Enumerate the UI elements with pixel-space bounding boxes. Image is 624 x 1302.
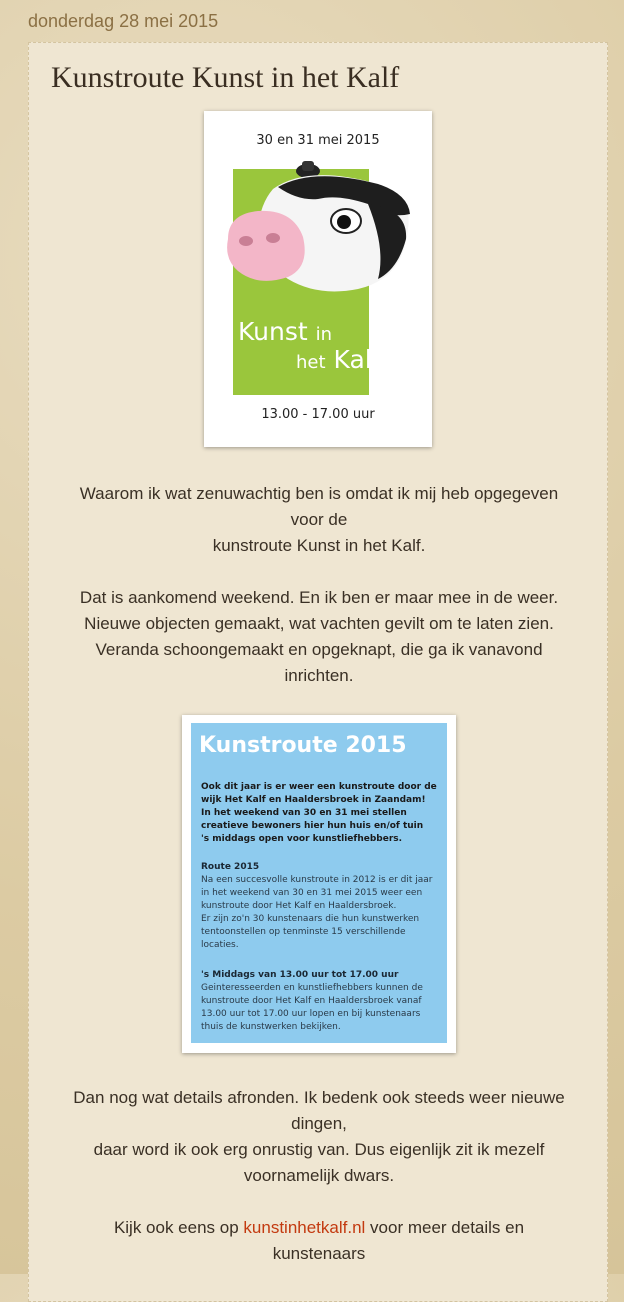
paragraph-4: Kijk ook eens op kunstinhetkalf.nl voor meer details en kunstenaars: [113, 1218, 525, 1263]
paragraph-2: Dat is aankomend weekend. En ik ben er maar mee in de weer. Nieuwe objecten gemaakt, wat vachten gevilt om te laten zien. Veranda schoongemaakt en opgeknapt, die ga ik vanavond inrichten.: [79, 588, 559, 685]
paragraph-3: Dan nog wat details afronden. Ik bedenk ook steeds weer nieuwe dingen, daar word ik ook erg onrustig van. Dus eigenlijk zit ik mezelf voornamelijk dwars.: [73, 1088, 565, 1185]
kunst-in-het-kalf-poster[interactable]: [204, 111, 432, 447]
post-title[interactable]: Kunstroute Kunst in het Kalf: [51, 61, 400, 94]
flyer-title: Kunstroute 2015: [199, 733, 407, 758]
flyer-time-section: 's Middags van 13.00 uur tot 17.00 uur Geinteresseerden en kunstliefhebbers kunnen de kunstroute door Het Kalf en Haaldersbroek vanaf 13.00 uur tot 17.00 uur lopen en bij kunstenaars thuis de kunstwerken bekijken.: [201, 970, 423, 1032]
flyer-intro: Ook dit jaar is er weer een kunstroute door de wijk Het Kalf en Haaldersbroek in Zaandam! In het weekend van 30 en 31 mei stellen creatieve bewoners hier hun huis en/of tuin 's middags open voor kunstliefhebbers.: [201, 782, 437, 844]
flyer-blue-panel: [191, 723, 447, 1043]
flyer-route-section: Route 2015 Na een succesvolle kunstroute in 2012 is er dit jaar in het weekend van 30 en 31 mei 2015 weer een kunstroute door Het Kalf en Haaldersbroek. Er zijn zo'n 30 kunstenaars die hun kunstwerken tentoonstellen op tenminste 15 verschillende locaties.: [201, 862, 433, 950]
kunstinhetkalf-link[interactable]: kunstinhetkalf.nl: [243, 1218, 366, 1237]
poster-date: 30 en 31 mei 2015: [256, 133, 380, 148]
poster-brand: Kunst in het Kalf: [238, 317, 381, 374]
cow-head-illustration: [218, 159, 418, 299]
date-header: donderdag 28 mei 2015: [28, 11, 219, 31]
poster-time: 13.00 - 17.00 uur: [261, 407, 375, 422]
kunstroute-2015-flyer[interactable]: [182, 715, 456, 1053]
blog-post: [28, 42, 608, 1302]
paragraph-1: Waarom ik wat zenuwachtig ben is omdat ik mij heb opgegeven voor de kunstroute Kunst in het Kalf.: [79, 484, 559, 555]
